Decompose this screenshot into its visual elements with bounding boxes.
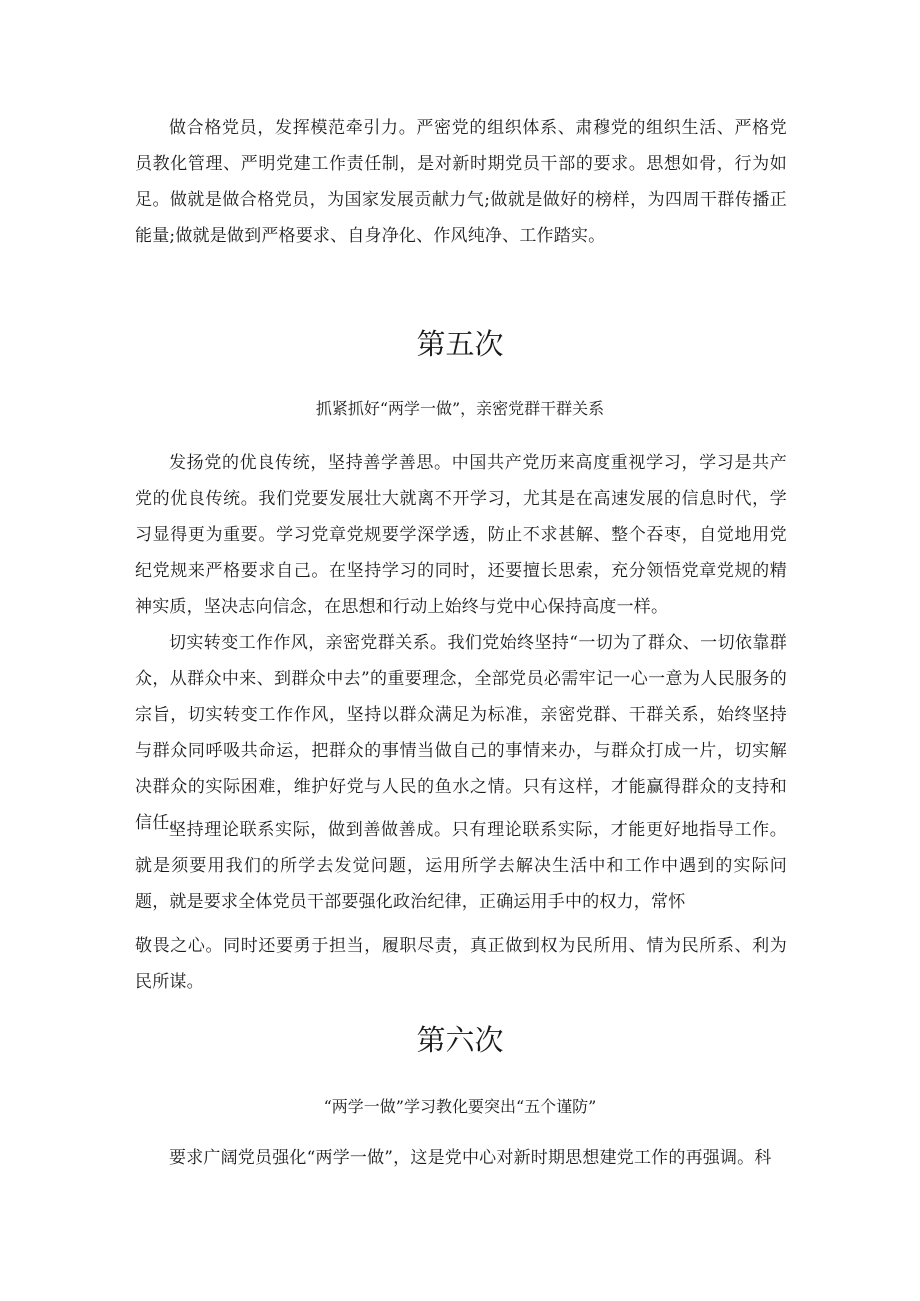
section-6-title: 第六次 xyxy=(416,1023,504,1057)
section-6-paragraph-1: 要求广阔党员强化“两学一做”，这是党中心对新时期思想建党工作的再强调。科 xyxy=(169,1148,772,1168)
section-5-paragraph-3: 坚持理论联系实际，做到善做善成。只有理论联系实际，才能更好地指导工作。就是须要用我们的所学去发觉问题，运用所学去解决生活中和工作中遇到的实际问题，就是要求全体党员干部要强化政治纪律，正确运用手中的权力，常怀 xyxy=(135,820,787,912)
section-5-title: 第五次 xyxy=(416,327,504,361)
intro-paragraph: 做合格党员，发挥模范牵引力。严密党的组织体系、肃穆党的组织生活、严格党员教化管理、严明党建工作责任制，是对新时期党员干部的要求。思想如骨，行为如足。做就是做合格党员，为国家发展贡献力气;做就是做好的榜样，为四周干群传播正能量;做就是做到严格要求、自身净化、作风纯净、工作踏实。 xyxy=(135,118,787,246)
section-5-paragraph-2: 切实转变工作作风，亲密党群关系。我们党始终坚持“一切为了群众、一切依靠群众，从群众中来、到群众中去”的重要理念，全部党员必需牢记一心一意为人民服务的宗旨，切实转变工作作风，坚持以群众满足为标准，亲密党群、干群关系，始终坚持与群众同呼吸共命运，把群众的事情当做自己的事情来办，与群众打成一片，切实解决群众的实际困难，维护好党与人民的鱼水之情。只有这样，才能赢得群众的支持和信任。 xyxy=(135,633,787,833)
section-5-subtitle: 抓紧抓好“两学一做”，亲密党群干群关系 xyxy=(315,399,605,418)
section-5-paragraph-1: 发扬党的优良传统，坚持善学善思。中国共产党历来高度重视学习，学习是共产党的优良传统。我们党要发展壮大就离不开学习，尤其是在高速发展的信息时代，学习显得更为重要。学习党章党规要学深学透，防止不求甚解、整个吞枣，自觉地用党纪党规来严格要求自己。在坚持学习的同时，还要擅长思索，充分领悟党章党规的精神实质，坚决志向信念，在思想和行动上始终与党中心保持高度一样。 xyxy=(135,453,787,617)
section-6-subtitle: “两学一做”学习教化要突出“五个谨防” xyxy=(323,1097,597,1116)
section-5-paragraph-4: 敬畏之心。同时还要勇于担当，履职尽责，真正做到权为民所用、情为民所系、利为民所谋。 xyxy=(135,936,787,992)
